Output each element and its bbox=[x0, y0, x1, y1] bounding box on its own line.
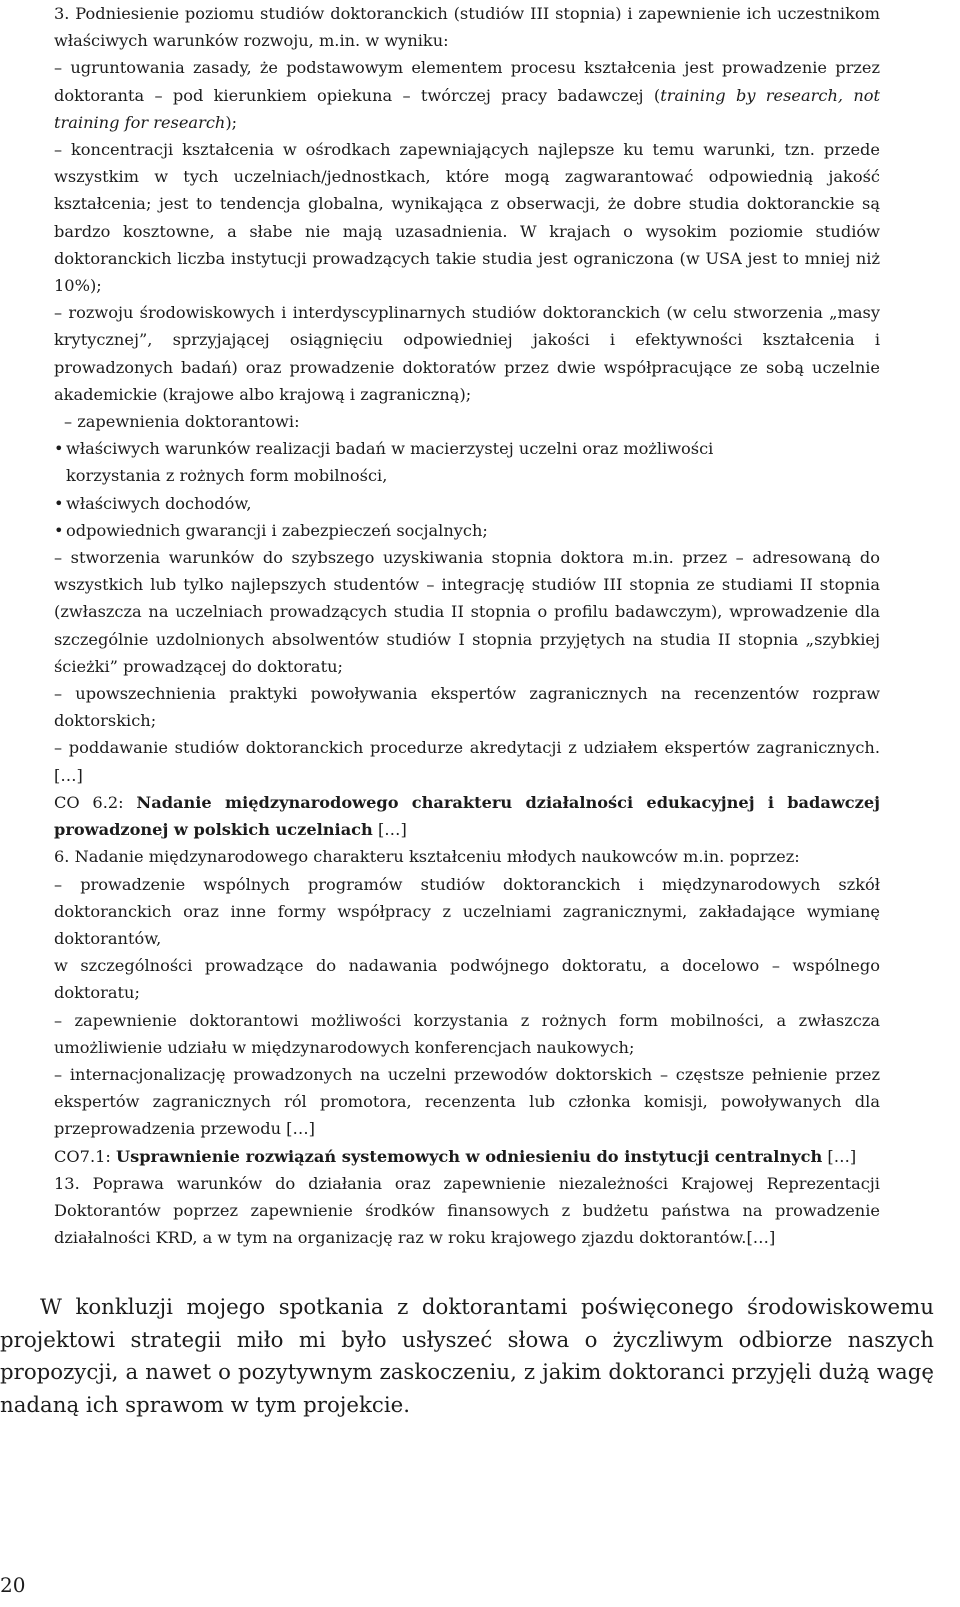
bullet-income: • właściwych dochodów, bbox=[54, 490, 880, 517]
objective-title: Nadanie międzynarodowego charakteru działalności edukacyjnej i badawczej prowadzonej w polskich uczelniach bbox=[54, 792, 880, 840]
item-provide-doctoral-student: – zapewnienia doktorantowi: bbox=[64, 412, 300, 432]
quoted-strategy-excerpt bbox=[54, 0, 880, 1251]
ellipsis: […] bbox=[372, 820, 407, 840]
item-faster-degree: – stworzenia warunków do szybszego uzyskiwania stopnia doktora m.in. przez – adresowaną do wszystkich lub tylko najlepszych studentów – integrację studiów III stopnia ze studiami II stopnia (zwłaszcza na uczelniach prowadzących studia II stopnia o profilu badawczym), wprowadzenie dla szczególnie uzdolnionych absolwentów studiów I stopnia przyjętych na studia II stopnia „szybkiej ścieżki” prowadzącej do doktoratu; bbox=[54, 548, 880, 676]
objective-code: CO 6.2: bbox=[54, 792, 137, 812]
bullet-social-guarantees: • odpowiednich gwarancji i zabezpieczeń socjalnych; bbox=[54, 517, 880, 544]
co-7-1-heading bbox=[54, 1143, 880, 1170]
item-concentration: – koncentracji kształcenia w ośrodkach zapewniających najlepsze ku temu warunki, tzn. przede wszystkim w tych uczelniach/jednostkach, które mogą zagwarantować odpowiednią jakość kształcenia; jest to tendencja globalna, wynikająca z obserwacji, że dobre studia doktoranckie są bardzo kosztowne, a słabe nie mają uzasadnienia. W krajach o wysokim poziomie studiów doktoranckich liczba instytucji prowadzących takie studia jest ograniczona (w USA jest to mniej niż 10%); bbox=[54, 140, 880, 296]
item-training-by-research bbox=[54, 54, 880, 136]
objective-code: CO7.1: bbox=[54, 1146, 116, 1166]
item-double-doctorate: w szczególności prowadzące do nadawania podwójnego doktoratu, a docelowo – wspólnego doktoratu; bbox=[54, 956, 880, 1003]
page-number: 20 bbox=[0, 1573, 26, 1597]
bullet-research-conditions-cont: korzystania z rożnych form mobilności, bbox=[66, 466, 388, 486]
italic-phrase: training by research, not training for research bbox=[54, 85, 880, 132]
bullet-research-conditions: • właściwych warunków realizacji badań w macierzystej uczelni oraz możliwości bbox=[54, 435, 880, 462]
item-text: – ugruntowania zasady, że podstawowym elementem procesu kształcenia jest prowadzenie przez doktoranta – pod kierunkiem opiekuna – twórczej pracy badawczej ( bbox=[54, 58, 880, 105]
item-foreign-reviewers: – upowszechnienia praktyki powoływania ekspertów zagranicznych na recenzentów rozpraw doktorskich; bbox=[54, 684, 880, 731]
item-internationalization: – internacjonalizację prowadzonych na uczelni przewodów doktorskich – częstsze pełnienie przez ekspertów zagranicznych ról promotora, recenzenta lub członka komisji, powoływanych dla przeprowadzenia przewodu […] bbox=[54, 1064, 880, 1139]
conclusion-section bbox=[0, 1292, 934, 1422]
item-text-end: ); bbox=[225, 112, 238, 132]
co-6-2-heading bbox=[54, 789, 880, 843]
item-interdisciplinary: – rozwoju środowiskowych i interdyscyplinarnych studiów doktoranckich (w celu stworzenia „masy krytycznej”, sprzyjającej osiągnięciu odpowiedniej jakości i efektywności kształcenia i prowadzonych badań) oraz prowadzenie doktoratów przez dwie współpracujące ze sobą uczelnie akademickie (krajowe albo krajową i zagraniczną); bbox=[54, 303, 880, 404]
conclusion-paragraph: W konkluzji mojego spotkania z doktorantami poświęconego środowiskowemu projektowi strategii miło mi było usłyszeć słowa o życzliwym odbiorze naszych propozycji, a nawet o pozytywnym zaskoczeniu, z jakim doktoranci przyjęli dużą wagę nadaną ich sprawom w tym projekcie. bbox=[0, 1295, 934, 1418]
point-3-intro: 3. Podniesienie poziomu studiów doktoranckich (studiów III stopnia) i zapewnienie ich uczestnikom właściwych warunków rozwoju, m.in. w wyniku: bbox=[54, 4, 880, 51]
item-joint-programs: – prowadzenie wspólnych programów studiów doktoranckich i międzynarodowych szkół doktoranckich oraz inne formy współpracy z uczelniami zagranicznymi, zakładające wymianę doktorantów, bbox=[54, 874, 880, 948]
item-accreditation: – poddawanie studiów doktoranckich procedurze akredytacji z udziałem ekspertów zagranicznych. […] bbox=[54, 738, 880, 785]
item-mobility: – zapewnienie doktorantowi możliwości korzystania z rożnych form mobilności, a zwłaszcza umożliwienie udziału w międzynarodowych konferencjach naukowych; bbox=[54, 1010, 880, 1057]
point-6-intro: 6. Nadanie międzynarodowego charakteru kształceniu młodych naukowców m.in. poprzez: bbox=[54, 847, 800, 867]
ellipsis: […] bbox=[822, 1146, 857, 1166]
objective-title: Usprawnienie rozwiązań systemowych w odniesieniu do instytucji centralnych bbox=[116, 1146, 823, 1166]
point-13: 13. Poprawa warunków do działania oraz zapewnienie niezależności Krajowej Reprezentacji Doktorantów poprzez zapewnienie środków finansowych z budżetu państwa na prowadzenie działalności KRD, a w tym na organizację raz w roku krajowego zjazdu doktorantów.[…] bbox=[54, 1173, 880, 1248]
